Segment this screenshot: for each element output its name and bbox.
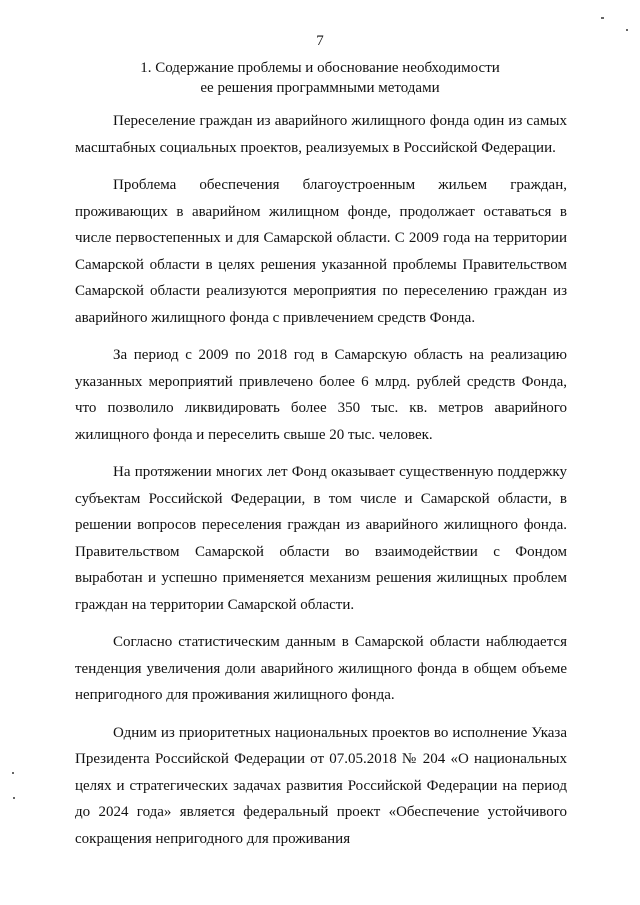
paragraph-6: Одним из приоритетных национальных проектов во исполнение Указа Президента Российской Федерации от 07.05.2018 № 204 «О национальных целях и стратегических задачах развития Российской Федерации на период до 2024 года» является федеральный проект «Обеспечение устойчивого сокращения непригодного для проживания	[75, 724, 567, 847]
paragraph-3: За период с 2009 по 2018 год в Самарскую область на реализацию указанных мероприятий привлечено более 6 млрд. рублей средств Фонда, что позволило ликвидировать более 350 тыс. кв. метров аварийного жилищного фонда и переселить свыше 20 тыс. человек.	[75, 347, 567, 443]
section-title-line-2: ее решения программными методами	[200, 80, 440, 96]
scan-artifact-dot	[626, 29, 628, 31]
paragraph-2: Проблема обеспечения благоустроенным жильем граждан, проживающих в аварийном жилищном фонде, продолжает оставаться в числе первостепенных и для Самарской области. С 2009 года на территории Самарской области в целях решения указанной проблемы Правительством Самарской области реализуются мероприятия по переселению граждан из аварийного жилищного фонда с привлечением средств Фонда.	[75, 177, 567, 326]
paragraph-4: На протяжении многих лет Фонд оказывает существенную поддержку субъектам Российской Федерации, в том числе и Самарской области, в решении вопросов переселения граждан из аварийного жилищного фонда. Правительством Самарской области во взаимодействии с Фондом выработан и успешно применяется механизм решения жилищных проблем граждан на территории Самарской области.	[75, 464, 567, 613]
section-title	[70, 58, 570, 98]
body-text	[75, 108, 567, 863]
section-title-line-1: 1. Содержание проблемы и обоснование необходимости	[140, 60, 500, 76]
paragraph-1: Переселение граждан из аварийного жилищного фонда один из самых масштабных социальных проектов, реализуемых в Российской Федерации.	[75, 113, 567, 156]
scan-artifact-dot	[601, 17, 604, 19]
scan-artifact-dot	[13, 797, 15, 799]
paragraph-5: Согласно статистическим данным в Самарской области наблюдается тенденция увеличения доли аварийного жилищного фонда в общем объеме непригодного для проживания жилищного фонда.	[75, 634, 567, 703]
page-number: 7	[316, 33, 324, 49]
scan-artifact-dot	[12, 772, 14, 774]
